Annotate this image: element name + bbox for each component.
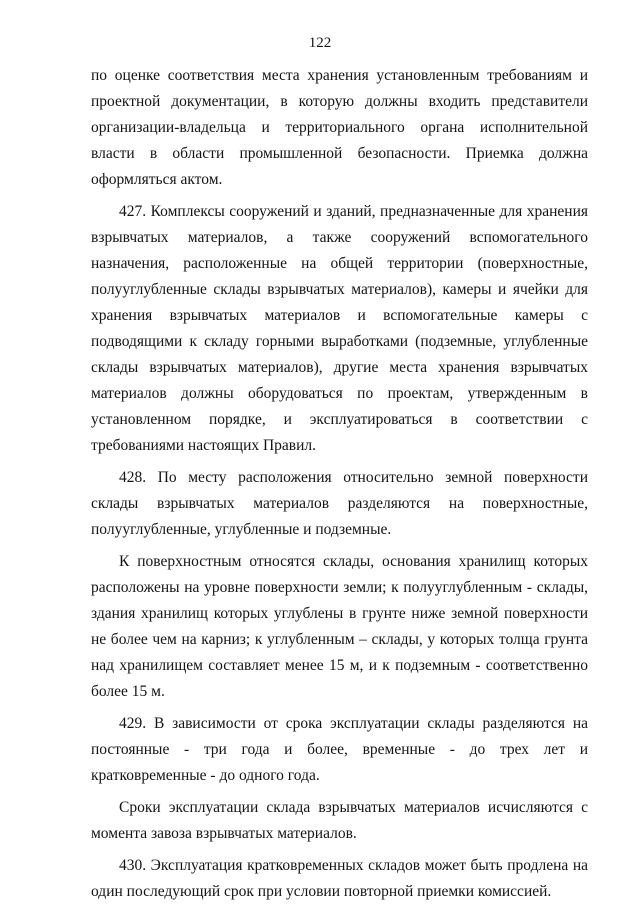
document-body — [91, 63, 588, 911]
paragraph-operation-periods: Сроки эксплуатации склада взрывчатых материалов исчисляются с момента завоза взрывчатых материалов. — [91, 799, 588, 842]
page-number: 122 — [308, 35, 332, 51]
paragraph-430: 430. Эксплуатация кратковременных складов может быть продлена на один последующий срок при условии повторной приемки комиссией. — [91, 857, 588, 900]
paragraph-warehouse-types: К поверхностным относятся склады, основания хранилищ которых расположены на уровне поверхности земли; к полууглубленным - склады, здания хранилищ которых углублены в грунте ниже земной поверхности не более чем на карниз; к углубленным – склады, у которых толща грунта над хранилищем составляет менее 15 м, и к подземным - соответственно более 15 м. — [91, 553, 588, 700]
paragraph-427: 427. Комплексы сооружений и зданий, предназначенные для хранения взрывчатых материалов, а также сооружений вспомогательного назначения, расположенные на общей территории (поверхностные, полууглубленные склады взрывчатых материалов), камеры и ячейки для хранения взрывчатых материалов и вспомогательные камеры с подводящими к складу горными выработками (подземные, углубленные склады взрывчатых материалов), другие места хранения взрывчатых материалов должны оборудоваться по проектам, утвержденным в установленном порядке, и эксплуатироваться в соответствии с требованиями настоящих Правил. — [91, 203, 588, 454]
paragraph-428: 428. По месту расположения относительно земной поверхности склады взрывчатых материалов разделяются на поверхностные, полууглубленные, углубленные и подземные. — [91, 469, 588, 538]
paragraph-429: 429. В зависимости от срока эксплуатации склады разделяются на постоянные - три года и более, временные - до трех лет и кратковременные - до одного года. — [91, 715, 588, 784]
paragraph-continuation: по оценке соответствия места хранения установленным требованиям и проектной документации, в которую должны входить представители организации-владельца и территориального органа исполнительной власти в области промышленной безопасности. Приемка должна оформляться актом. — [91, 67, 588, 188]
